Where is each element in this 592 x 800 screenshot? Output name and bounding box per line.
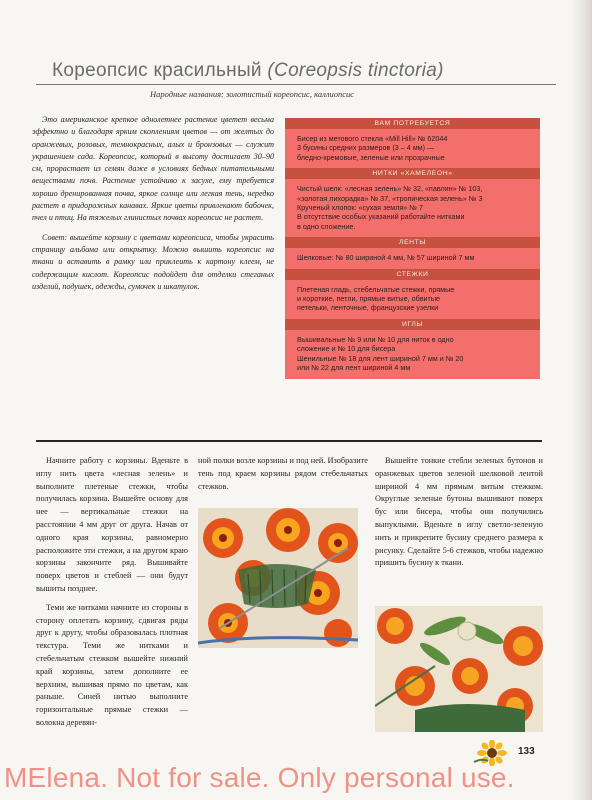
- needles-line: Шенильные № 18 для лент шириной 7 мм и № 20: [297, 353, 464, 363]
- materials-line: Бисер из метового стекла «Mill Hill» № 62044: [297, 134, 448, 143]
- threads-line: В отсутствие особых указаний работайте нитками: [297, 212, 465, 222]
- section-body-ribbons: [285, 248, 540, 268]
- needles-line: сложение и № 10 для бисера: [297, 344, 396, 354]
- title-latin: (Coreopsis tinctoria): [267, 60, 444, 81]
- section-heading-needles: ИГЛЫ: [285, 319, 540, 330]
- stitches-line: Плетеная гладь, стебельчатые стежки, прямые: [297, 284, 455, 294]
- threads-line: «золотая лихорадка» № 37, «тропическая зелень» № 3: [297, 193, 483, 203]
- section-body-materials: [285, 129, 540, 168]
- section-heading-threads: НИТКИ «ХАМЕЛЕОН»: [285, 168, 540, 179]
- book-spine-shadow: [570, 0, 592, 800]
- title-rule: [36, 84, 556, 85]
- intro-text: [32, 114, 274, 300]
- section-divider: [36, 440, 542, 442]
- watermark: MElena. Not for sale. Only personal use.: [4, 762, 515, 793]
- materials-line: 3 бусины средних размеров (3 – 4 мм) —: [297, 143, 435, 153]
- column-1-paragraph: Теми же нитками начните из стороны в сторону оплетать корзину, сдвигая ряды друг к другу, чтобы образовалась плотная текстура. Теми же нитками и стебельчатым стежком вышейте нижний край корзины, затем дополните ее верхним, вышивая прямо по цветам, как раньше. Синей нитью выполните горизонтальные прямые стежки — волокна деревян-: [36, 602, 188, 727]
- page-number: 133: [518, 746, 535, 757]
- threads-line: Чистый шелк: «лесная зелень» № 32, «павлин» № 103,: [297, 184, 483, 194]
- ribbons-line: Шелковые: № 80 шириной 4 мм, № 57 шириной 7 мм: [297, 253, 475, 263]
- column-1: [36, 455, 188, 736]
- stitches-line: и короткие, петли, прямые витые, обвитые: [297, 294, 440, 304]
- needles-line: Вышивальные № 9 или № 10 для ниток в одно: [297, 334, 454, 344]
- threads-line: Крученый хлопок: «сухая земля» № 7: [297, 203, 424, 213]
- column-3-paragraph: Вышейте тонкие стебли зеленых бутонов и оранжевых цветов зеленой шелковой лентой шириной 4 мм прямым витым стежком. Округлые зеленые бутоны вышивают поверх бус или бисера, чтобы они получились выпуклыми. Вденьте в иглу светло-зеленую нить и прикрепите бусину среднего размера к рисунку. Сделайте 5-6 стежков, чтобы надежно пришить бусину к ткани.: [375, 456, 543, 568]
- section-body-needles: [285, 330, 540, 379]
- threads-line: в одно сложение.: [297, 221, 356, 231]
- column-2-paragraph: ной полки возле корзины и под ней. Изобразите тень под краем корзины рядом стебельчатых стежков.: [198, 456, 368, 491]
- section-body-threads: [285, 179, 540, 237]
- needles-line: или № 22 для лент шириной 4 мм: [297, 363, 411, 373]
- column-3: [375, 455, 543, 576]
- stitches-line: петельки, ленточные, французские узелки: [297, 303, 439, 313]
- column-1-paragraph: Начните работу с корзины. Вденьте в иглу нить цвета «лесная зелень» и выполните плетеные стежки, чтобы получилась корзина. Вышейте основу для нее — вертикальные стежки на расстоянии 4 мм друг от друга. Начав от одного края корзины, равномерно расположите эти стежки, а на другом краю корзины закончите ряд. Вышивайте поверх цветов и стеблей — они будут вышиты позднее.: [36, 456, 188, 593]
- section-heading-stitches: СТЕЖКИ: [285, 269, 540, 280]
- section-heading-materials: ВАМ ПОТРЕБУЕТСЯ: [285, 118, 540, 129]
- materials-box: [285, 118, 540, 379]
- embroidery-photo-basket: [198, 508, 358, 648]
- section-body-stitches: [285, 280, 540, 319]
- tip-paragraph: Совет: вышейте корзину с цветами кореопсиса, чтобы украсить страницу альбома или открытку. Можно вышить кореопсис на ткани и вставить в рамку или приклеить к картону клеем, не содержащим кислот. Кореопсис подойдет для отделки стеганых изделий, подушек, одежды, сумочек и шкатулок.: [32, 232, 274, 291]
- intro-paragraph: Это американское крепкое однолетнее растение цветет весьма эффектно и благодаря ярким скоплениям цветов — от желтых до оранжевых, розовых, темнокрасных, алых и бронзовых — служит украшением сада. Кореопсис, который в высоту достигает 30–90 см, прорастает из семян даже в условиях бедных питательными веществами почв. Растение устойчиво к засухе, ему требуется хорошо дренированная почва, яркое солнце или легкая тень, нередко растет в придорожных канавах. Яркие цветы привлекают бабочек, пчел и птиц. На тяжелых глинистых почвах кореопсис не растет.: [32, 115, 274, 223]
- folk-names: Народные названия: золотистый кореопсис, каллиопсис: [150, 89, 355, 99]
- title-main: Кореопсис красильный: [52, 60, 262, 81]
- section-heading-ribbons: ЛЕНТЫ: [285, 237, 540, 248]
- page-title: [52, 60, 522, 82]
- column-2: [198, 455, 368, 499]
- materials-line: бледно-кремовые, зеленые или прозрачные: [297, 152, 445, 162]
- embroidery-photo-buds: [375, 606, 543, 732]
